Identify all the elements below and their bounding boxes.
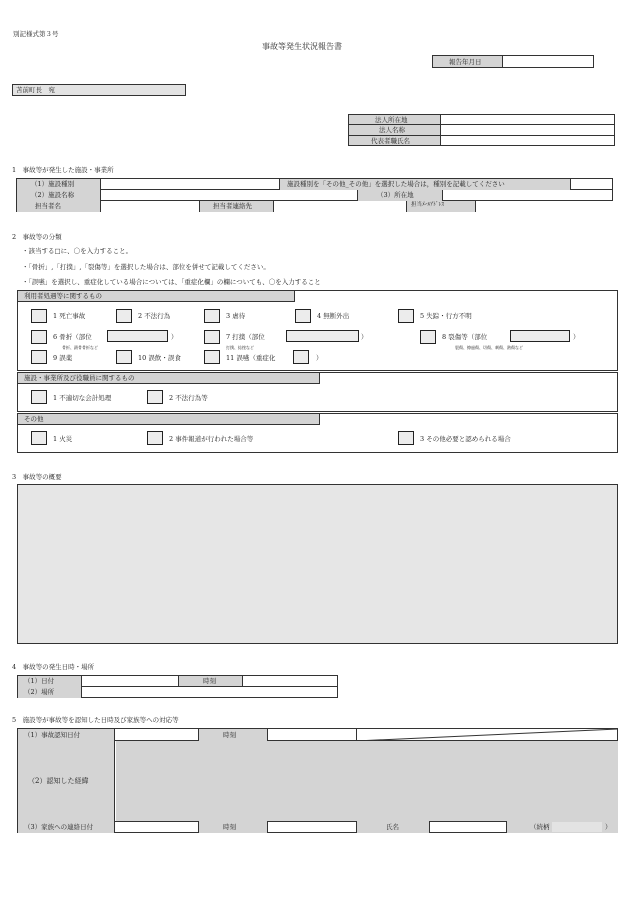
recog-time-label: 時刻 <box>223 731 236 739</box>
diagonal-line <box>356 729 618 741</box>
recog-date-field[interactable] <box>116 729 197 740</box>
label-media-report: 2 事件報道が行われた場合等 <box>169 435 254 443</box>
checkbox-laceration[interactable] <box>420 330 436 344</box>
bruise-examples: 打撲、捻挫など <box>226 345 254 350</box>
label-accidental-ingestion: 10 誤飲・誤食 <box>138 354 181 362</box>
corp-rep-label: 代表者職氏名 <box>371 137 410 145</box>
other-type-note: 施設種別を「その他_その他」を選択した場合は，種別を記載してください <box>287 180 505 188</box>
corp-name-label: 法人名称 <box>379 126 405 134</box>
process-label: （2）認知した経緯 <box>28 777 89 785</box>
checkbox-other-necessary[interactable] <box>398 431 414 445</box>
section2-heading: 2 事故等の分類 <box>12 233 62 241</box>
relation-field[interactable] <box>552 822 602 832</box>
checkbox-death[interactable] <box>31 309 47 323</box>
section5-heading: 5 施設等が事故等を認知した日時及び家族等への対応等 <box>12 716 179 724</box>
label-fire: 1 火災 <box>53 435 73 443</box>
label-missing: 5 失踪・行方不明 <box>420 312 472 320</box>
contact-name-label: 担当者名 <box>35 202 61 210</box>
addressee-box <box>12 84 186 96</box>
label-unauthorized-exit: 4 無断外出 <box>317 312 350 320</box>
form-number: 別記様式第３号 <box>13 30 59 38</box>
time-label: 時刻 <box>203 677 216 685</box>
corporation-box <box>348 114 615 146</box>
bruise-part-input[interactable] <box>286 330 359 342</box>
checkbox-abuse[interactable] <box>204 309 220 323</box>
report-date-box <box>432 55 594 68</box>
label-laceration: 8 裂傷等（部位 <box>442 333 488 341</box>
recog-time-field[interactable] <box>269 729 355 740</box>
label-bruise: 7 打撲（部位 <box>226 333 265 341</box>
checkbox-media-report[interactable] <box>147 431 163 445</box>
checkbox-accidental-ingestion[interactable] <box>116 350 132 364</box>
checkbox-illegal[interactable] <box>116 309 132 323</box>
occurrence-date-field[interactable] <box>83 676 177 686</box>
fracture-part-input[interactable] <box>107 330 168 342</box>
occurrence-table <box>17 675 338 698</box>
label-aspiration: 11 誤嚥（重症化 <box>226 354 276 362</box>
section3-heading: 3 事故等の概要 <box>12 473 62 481</box>
group2-title: 施設・事業所及び役職員に関するもの <box>24 374 135 382</box>
checkbox-fracture[interactable] <box>31 330 47 344</box>
laceration-part-input[interactable] <box>510 330 570 342</box>
incident-summary-textarea[interactable] <box>17 484 618 644</box>
checkbox-aspiration-severe[interactable] <box>293 350 309 364</box>
fracture-examples: 骨折、鎖骨骨折など <box>62 345 98 350</box>
checkbox-unauthorized-exit[interactable] <box>295 309 311 323</box>
checkbox-aspiration[interactable] <box>204 350 220 364</box>
laceration-examples: 裂傷、擦過傷、切傷、刺傷、熱傷など <box>455 345 523 350</box>
label-death: 1 死亡事故 <box>53 312 86 320</box>
report-date-label: 報告年月日 <box>449 58 482 66</box>
label-improper-accounting: 1 不適切な会計処理 <box>53 394 112 402</box>
section4-heading: 4 事故等の発生日時・場所 <box>12 663 95 671</box>
checkbox-improper-accounting[interactable] <box>31 390 47 404</box>
occurrence-time-field[interactable] <box>244 676 338 686</box>
relation-close: ） <box>605 823 612 831</box>
report-date-field[interactable] <box>504 56 594 67</box>
checkbox-fire[interactable] <box>31 431 47 445</box>
group1-title: 利用者処遇等に関するもの <box>24 292 102 300</box>
checkbox-wrong-medication[interactable] <box>31 350 47 364</box>
location-label: （3）所在地 <box>377 191 414 199</box>
aspiration-paren: ） <box>316 354 323 362</box>
label-illegal-acts: 2 不法行為等 <box>169 394 208 402</box>
recognition-table <box>17 728 618 833</box>
label-abuse: 3 虐待 <box>226 312 246 320</box>
fracture-paren: ） <box>171 333 178 341</box>
laceration-paren: ） <box>573 333 580 341</box>
label-illegal: 2 不法行為 <box>138 312 171 320</box>
section1-heading: 1 事故等が発生した施設・事業所 <box>12 166 114 174</box>
label-wrong-medication: 9 誤薬 <box>53 354 73 362</box>
instruction-3: ・「誤嚥」を選択し、重症化している場合については、「重症化欄」の欄についても、〇を入力すること <box>22 278 321 286</box>
recog-date-label: （1）事故認知日付 <box>24 731 81 739</box>
process-textarea[interactable] <box>116 741 618 821</box>
family-date-label: （3）家族への連絡日付 <box>24 823 94 831</box>
facility-type-label: （1）施設種別 <box>31 180 75 188</box>
instruction-2: ・「骨折」,「打撲」,「裂傷等」を選択した場合は、部位を併せて記載してください。 <box>22 263 270 271</box>
occurrence-place-field[interactable] <box>83 687 338 698</box>
label-fracture: 6 骨折（部位 <box>53 333 92 341</box>
contact-email-label: 担当ﾒｰﾙｱﾄﾞﾚｽ <box>411 202 445 208</box>
group3-title: その他 <box>24 415 44 423</box>
instruction-1: ・該当する□に、〇を入力すること。 <box>22 247 133 255</box>
family-time-field[interactable] <box>269 822 355 833</box>
category-group-other <box>17 413 618 453</box>
family-time-label: 時刻 <box>223 823 236 831</box>
facility-table <box>16 178 613 212</box>
contact-person-label: 氏名 <box>386 823 399 831</box>
checkbox-bruise[interactable] <box>204 330 220 344</box>
corp-address-label: 法人所在地 <box>375 116 408 124</box>
contact-phone-label: 担当者連絡先 <box>213 202 252 210</box>
bruise-paren: ） <box>361 333 368 341</box>
contact-person-field[interactable] <box>431 822 505 833</box>
category-group-facility <box>17 372 618 412</box>
page-title: 事故等発生状況報告書 <box>262 42 342 51</box>
date-label: （1）日付 <box>24 677 55 685</box>
family-date-field[interactable] <box>116 822 197 833</box>
label-other-necessary: 3 その他必要と認められる場合 <box>420 435 511 443</box>
facility-name-label: （2）施設名称 <box>31 191 75 199</box>
addressee-label: 苫前町長 宛 <box>16 86 55 94</box>
place-label: （2）場所 <box>24 688 55 696</box>
checkbox-illegal-acts[interactable] <box>147 390 163 404</box>
checkbox-missing[interactable] <box>398 309 414 323</box>
relation-label: （続柄 <box>530 823 550 831</box>
